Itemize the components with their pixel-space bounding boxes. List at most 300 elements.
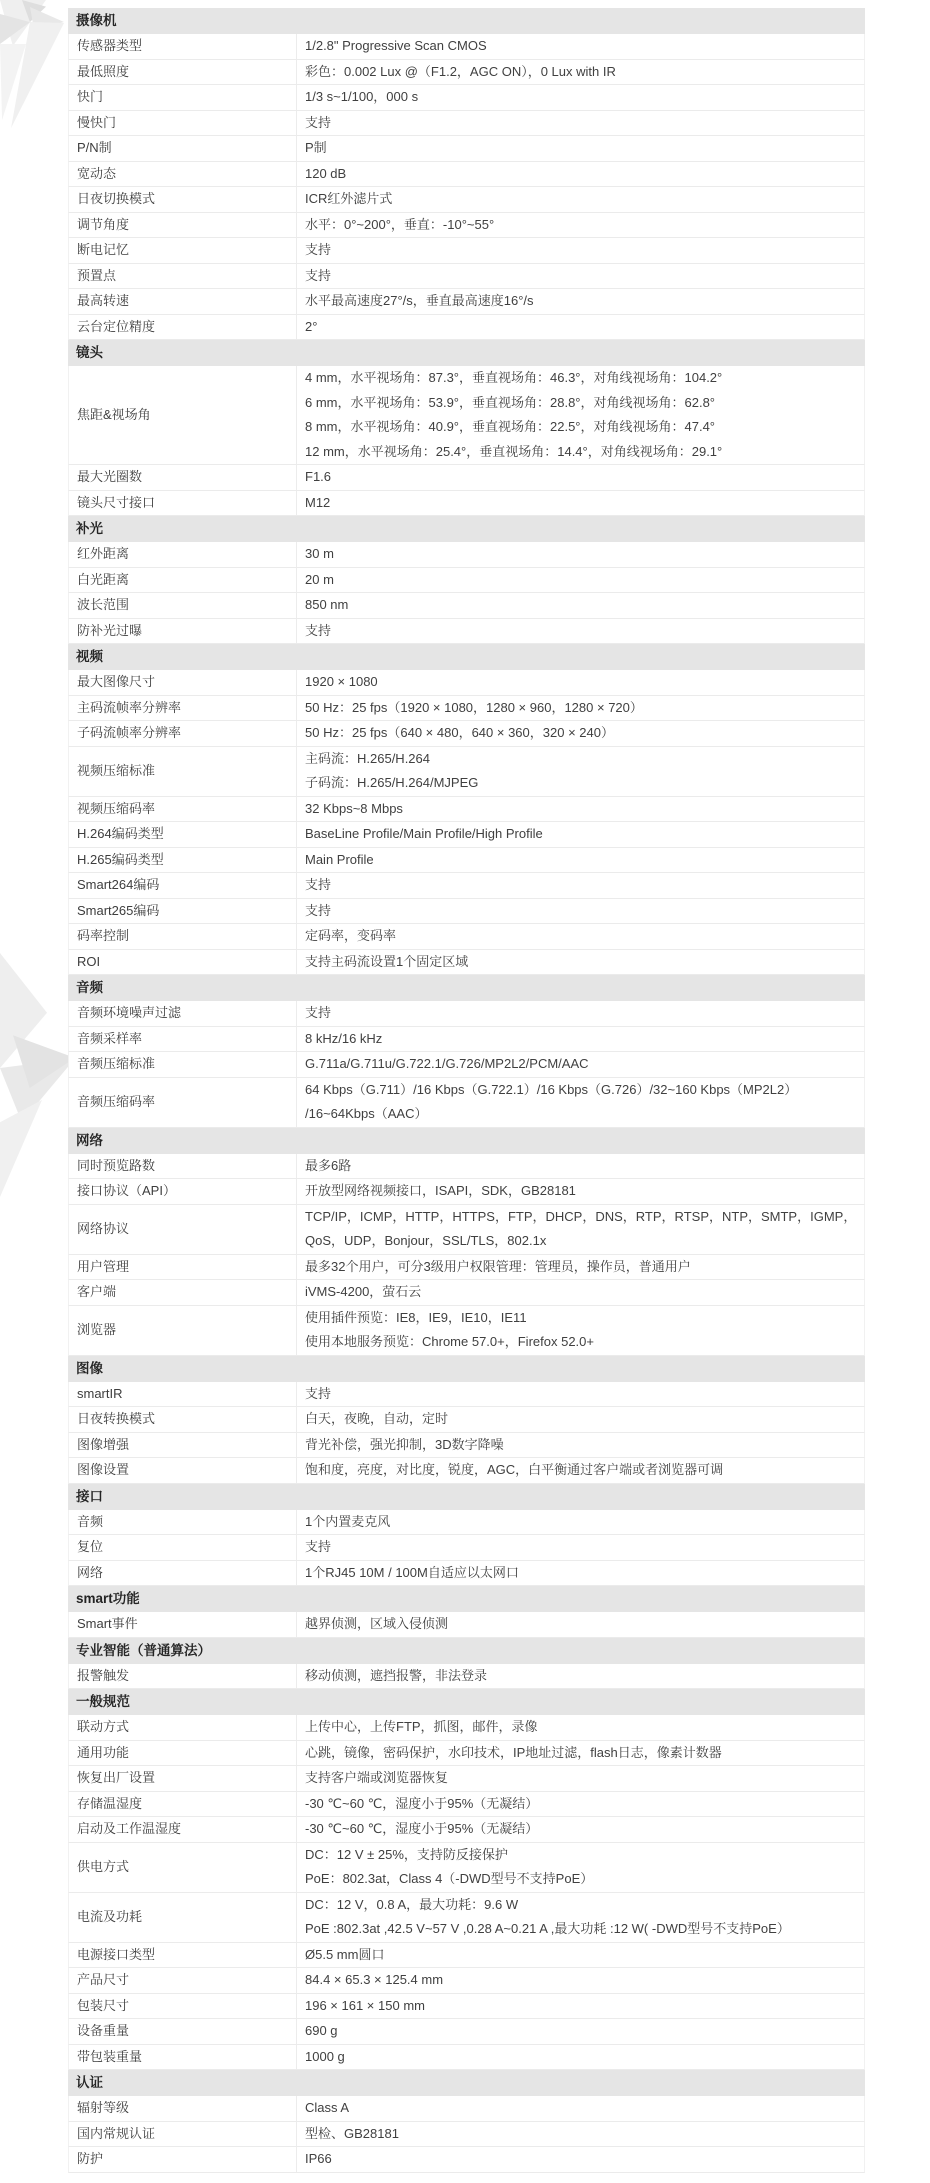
spec-value-line: 1/3 s~1/100，000 s (305, 89, 419, 104)
table-row (68, 1407, 865, 1433)
spec-value-line: 6 mm，水平视场角：53.9°，垂直视场角：28.8°，对角线视场角：62.8° (305, 394, 716, 410)
spec-value (296, 85, 864, 110)
spec-value (296, 2096, 864, 2121)
spec-value (296, 213, 864, 238)
table-row (68, 289, 865, 315)
spec-value (296, 1205, 864, 1254)
spec-value-line: 2° (305, 318, 318, 334)
spec-value-line: 1个RJ45 10M / 100M自适应以太网口 (305, 1564, 519, 1580)
table-row (68, 1968, 865, 1994)
table-row (68, 797, 865, 823)
spec-value (296, 2019, 864, 2044)
table-row (68, 1280, 865, 1306)
spec-value-line: PoE :802.3at ,42.5 V~57 V ,0.28 A~0.21 A ,最大功耗 :12 W( -DWD型号不支持PoE） (305, 1921, 790, 1936)
spec-value-line: 彩色：0.002 Lux @（F1.2，AGC ON），0 Lux with IR (305, 63, 616, 79)
spec-value (296, 1255, 864, 1280)
table-row (68, 2122, 865, 2148)
spec-value-line: 子码流：H.265/H.264/MJPEG (305, 775, 479, 790)
table-row (68, 568, 865, 594)
table-row (68, 696, 865, 722)
spec-label: 预置点 (77, 267, 117, 283)
section-rows (68, 670, 865, 975)
section-header: 图像 (68, 1356, 865, 1382)
spec-label: 图像增强 (77, 1436, 130, 1452)
spec-value-line: 水平：0°~200°，垂直：-10°~55° (305, 216, 495, 232)
spec-value-line: ICR红外滤片式 (305, 191, 393, 206)
spec-value (296, 924, 864, 949)
spec-value-line: 使用插件预览：IE8，IE9，IE10，IE11 (305, 1309, 527, 1325)
spec-section (68, 1638, 865, 1690)
spec-value-line: 支持 (305, 622, 332, 638)
crystal-watermark-top (0, 14, 30, 44)
spec-value-line: 越界侦测，区域入侵侦测 (305, 1616, 449, 1631)
spec-label: 波长范围 (77, 597, 130, 612)
spec-value-line: -30 ℃~60 ℃，湿度小于95%（无凝结） (305, 1795, 539, 1811)
spec-value (296, 542, 864, 567)
table-row (68, 85, 865, 111)
spec-value (296, 950, 864, 975)
table-row (68, 491, 865, 517)
spec-value (296, 1078, 864, 1127)
spec-value-line: F1.6 (305, 469, 332, 484)
spec-value (296, 1407, 864, 1432)
table-row (68, 1766, 865, 1792)
spec-label: 快门 (77, 89, 104, 104)
spec-label: 防补光过曝 (77, 622, 143, 638)
spec-value-line: 690 g (305, 2023, 338, 2038)
spec-value-line: 支持 (305, 877, 332, 892)
spec-value (296, 1458, 864, 1483)
table-row (68, 366, 865, 465)
spec-value-line: 84.4 × 65.3 × 125.4 mm (305, 1972, 444, 1987)
table-row (68, 848, 865, 874)
spec-value (296, 1893, 864, 1942)
spec-label: 码率控制 (77, 928, 130, 943)
spec-value-line: 1000 g (305, 2048, 345, 2064)
table-row (68, 1154, 865, 1180)
spec-label: 云台定位精度 (77, 318, 156, 334)
spec-value (296, 1561, 864, 1586)
table-row (68, 187, 865, 213)
spec-value-line: 1个内置麦克风 (305, 1513, 391, 1529)
section-rows (68, 2096, 865, 2173)
spec-value (296, 1510, 864, 1535)
spec-value-line: 水平最高速度27°/s，垂直最高速度16°/s (305, 293, 534, 308)
spec-value-line: 背光补偿，强光抑制，3D数字降噪 (305, 1436, 504, 1452)
crystal-watermark-top (0, 44, 26, 120)
table-row (68, 1817, 865, 1843)
spec-value-line: 定码率，变码率 (305, 928, 397, 943)
table-row (68, 873, 865, 899)
spec-label: H.265编码类型 (77, 851, 164, 867)
spec-value-line: 20 m (305, 571, 334, 587)
spec-value-line: 196 × 161 × 150 mm (305, 1997, 425, 2013)
crystal-watermark-middle (13, 1030, 75, 1088)
spec-value-line: 支持 (305, 242, 332, 257)
table-row (68, 899, 865, 925)
spec-label: 带包装重量 (77, 2048, 143, 2064)
spec-label: 最大光圈数 (77, 469, 143, 484)
spec-value (296, 1612, 864, 1637)
spec-value-line: 白天，夜晚，自动，定时 (305, 1411, 449, 1426)
spec-value-line: IP66 (305, 2151, 332, 2166)
spec-label: 包装尺寸 (77, 1997, 130, 2013)
spec-label: 电源接口类型 (77, 1946, 156, 1962)
spec-value-line: 4 mm，水平视场角：87.3°，垂直视场角：46.3°，对角线视场角：104.2° (305, 370, 723, 385)
crystal-watermark-middle (0, 1035, 75, 1122)
spec-value (296, 136, 864, 161)
spec-value (296, 797, 864, 822)
spec-value (296, 619, 864, 644)
crystal-watermark-middle (0, 1100, 42, 1197)
section-header: 镜头 (68, 340, 865, 366)
spec-label: 图像设置 (77, 1462, 130, 1477)
spec-label: 宽动态 (77, 165, 117, 181)
spec-value (296, 873, 864, 898)
spec-label: 启动及工作温湿度 (77, 1821, 182, 1836)
table-row (68, 1664, 865, 1690)
spec-value-line: 开放型网络视频接口，ISAPI，SDK，GB28181 (305, 1183, 576, 1198)
spec-value-line: Ø5.5 mm圆口 (305, 1946, 385, 1962)
section-rows (68, 34, 865, 340)
spec-value-line: 支持 (305, 1539, 332, 1554)
table-row (68, 2019, 865, 2045)
section-rows (68, 542, 865, 644)
spec-value (296, 899, 864, 924)
table-row (68, 1741, 865, 1767)
spec-value-line: 使用本地服务预览：Chrome 57.0+，Firefox 52.0+ (305, 1334, 594, 1349)
spec-value (296, 1382, 864, 1407)
table-row (68, 1893, 865, 1943)
spec-label: 同时预览路数 (77, 1157, 156, 1173)
spec-value-line: 120 dB (305, 165, 347, 181)
section-rows (68, 1664, 865, 1690)
spec-label: smartIR (77, 1385, 123, 1401)
spec-section (68, 975, 865, 1128)
table-row (68, 2045, 865, 2071)
spec-label: 最高转速 (77, 293, 130, 308)
table-row (68, 1612, 865, 1638)
section-header: 摄像机 (68, 8, 865, 34)
table-row (68, 213, 865, 239)
spec-value (296, 289, 864, 314)
spec-label: 音频环境噪声过滤 (77, 1005, 182, 1020)
spec-value (296, 721, 864, 746)
table-row (68, 1943, 865, 1969)
spec-label: 设备重量 (77, 2023, 130, 2038)
table-row (68, 1715, 865, 1741)
section-header: 专业智能（普通算法） (68, 1638, 865, 1664)
spec-value (296, 1943, 864, 1968)
spec-value-line: M12 (305, 494, 331, 510)
section-header: 网络 (68, 1128, 865, 1154)
section-rows (68, 1154, 865, 1356)
table-row (68, 136, 865, 162)
spec-label: 焦距&视场角 (77, 406, 151, 422)
spec-label: 视频压缩标准 (77, 762, 156, 778)
spec-section (68, 516, 865, 644)
spec-value (296, 1994, 864, 2019)
table-row (68, 1382, 865, 1408)
table-row (68, 162, 865, 188)
spec-label: 国内常规认证 (77, 2125, 156, 2141)
spec-label: 白光距离 (77, 571, 130, 587)
spec-label: 镜头尺寸接口 (77, 494, 156, 510)
spec-label: 防护 (77, 2151, 104, 2166)
spec-value (296, 465, 864, 490)
table-row (68, 465, 865, 491)
spec-value-line: 移动侦测，遮挡报警，非法登录 (305, 1667, 488, 1683)
table-row (68, 1001, 865, 1027)
spec-label: 恢复出厂设置 (77, 1770, 156, 1785)
spec-label: 子码流帧率分辨率 (77, 725, 182, 740)
spec-value (296, 162, 864, 187)
spec-value (296, 1715, 864, 1740)
spec-value-line: DC：12 V，0.8 A，最大功耗：9.6 W (305, 1896, 519, 1912)
spec-value-line: 50 Hz：25 fps（640 × 480，640 × 360，320 × 240） (305, 725, 614, 740)
spec-value-line: Main Profile (305, 851, 374, 867)
spec-section (68, 2070, 865, 2173)
spec-value (296, 34, 864, 59)
spec-value-line: 最多6路 (305, 1157, 352, 1173)
spec-value (296, 568, 864, 593)
spec-value (296, 822, 864, 847)
spec-value (296, 848, 864, 873)
crystal-watermark-top (22, 0, 46, 22)
spec-value-line: 50 Hz：25 fps（1920 × 1080，1280 × 960，1280 × 720） (305, 699, 643, 715)
spec-label: 用户管理 (77, 1258, 130, 1274)
section-rows (68, 1382, 865, 1484)
spec-value-line: -30 ℃~60 ℃，湿度小于95%（无凝结） (305, 1821, 539, 1836)
spec-value (296, 2045, 864, 2070)
spec-value-line: 支持 (305, 1005, 332, 1020)
table-row (68, 1458, 865, 1484)
spec-value (296, 1280, 864, 1305)
spec-label: 音频压缩码率 (77, 1093, 156, 1109)
spec-value (296, 1052, 864, 1077)
spec-value (296, 111, 864, 136)
spec-value-line: 8 mm，水平视场角：40.9°，垂直视场角：22.5°，对角线视场角：47.4° (305, 419, 716, 434)
section-header: 视频 (68, 644, 865, 670)
spec-value (296, 1535, 864, 1560)
spec-label: 视频压缩码率 (77, 800, 156, 816)
table-row (68, 1792, 865, 1818)
spec-label: 音频压缩标准 (77, 1056, 156, 1071)
spec-value-line: P制 (305, 140, 327, 155)
table-row (68, 2096, 865, 2122)
table-row (68, 111, 865, 137)
spec-value (296, 1664, 864, 1689)
spec-label: 复位 (77, 1539, 104, 1554)
table-row (68, 1255, 865, 1281)
table-row (68, 1027, 865, 1053)
spec-label: 客户端 (77, 1284, 117, 1299)
table-row (68, 2147, 865, 2173)
spec-label: 调节角度 (77, 216, 130, 232)
section-header: 音频 (68, 975, 865, 1001)
spec-table (68, 8, 865, 2173)
spec-value-line: 支持客户端或浏览器恢复 (305, 1770, 449, 1785)
spec-label: Smart事件 (77, 1616, 138, 1631)
spec-value (296, 1968, 864, 1993)
crystal-watermark-top (10, 22, 64, 128)
spec-label: 音频 (77, 1513, 104, 1529)
table-row (68, 1510, 865, 1536)
table-row (68, 1535, 865, 1561)
spec-section (68, 1128, 865, 1356)
spec-value (296, 1792, 864, 1817)
spec-value-line: 850 nm (305, 597, 349, 612)
section-header: 认证 (68, 2070, 865, 2096)
spec-section (68, 1586, 865, 1638)
table-row (68, 542, 865, 568)
table-row (68, 34, 865, 60)
table-row (68, 822, 865, 848)
spec-label: 电流及功耗 (77, 1908, 143, 1924)
spec-value-line: /16~64Kbps（AAC） (305, 1106, 428, 1121)
spec-value-line: G.711a/G.711u/G.722.1/G.726/MP2L2/PCM/AAC (305, 1056, 589, 1071)
spec-value (296, 1741, 864, 1766)
spec-value (296, 1306, 864, 1355)
section-header: 接口 (68, 1484, 865, 1510)
table-row (68, 593, 865, 619)
spec-value (296, 1843, 864, 1892)
spec-value-line: 型检、GB28181 (305, 2125, 399, 2141)
spec-section (68, 1689, 865, 2070)
spec-value-line: TCP/IP，ICMP，HTTP，HTTPS，FTP，DHCP，DNS，RTP，RTSP，NTP，SMTP，IGMP， (305, 1208, 857, 1224)
spec-value-line: 支持主码流设置1个固定区域 (305, 953, 469, 969)
table-row (68, 315, 865, 341)
spec-label: 联动方式 (77, 1719, 130, 1734)
spec-label: 接口协议（API） (77, 1183, 176, 1198)
spec-label: 报警触发 (77, 1667, 130, 1683)
spec-label: 主码流帧率分辨率 (77, 699, 182, 715)
spec-label: ROI (77, 953, 101, 969)
spec-label: 浏览器 (77, 1321, 117, 1337)
table-row (68, 1078, 865, 1128)
spec-value-line: 支持 (305, 267, 332, 283)
spec-value (296, 366, 864, 464)
table-row (68, 670, 865, 696)
spec-section (68, 1356, 865, 1484)
spec-label: P/N制 (77, 140, 112, 155)
crystal-watermark-middle (0, 953, 47, 1068)
spec-value-line: 8 kHz/16 kHz (305, 1030, 383, 1046)
spec-label: 辐射等级 (77, 2100, 130, 2115)
spec-label: 产品尺寸 (77, 1972, 130, 1987)
spec-section (68, 644, 865, 975)
spec-label: 日夜转换模式 (77, 1411, 156, 1426)
section-rows (68, 366, 865, 516)
spec-label: 最大图像尺寸 (77, 674, 156, 689)
spec-value-line: DC：12 V ± 25%，支持防反接保护 (305, 1846, 508, 1862)
spec-label: 断电记忆 (77, 242, 130, 257)
crystal-watermark-top (0, 0, 46, 46)
section-rows (68, 1510, 865, 1587)
spec-value-line: 1/2.8" Progressive Scan CMOS (305, 38, 487, 53)
spec-value-line: Class A (305, 2100, 350, 2115)
spec-value-line: QoS，UDP，Bonjour，SSL/TLS，802.1x (305, 1233, 547, 1248)
spec-section (68, 1484, 865, 1587)
table-row (68, 721, 865, 747)
spec-value (296, 593, 864, 618)
spec-label: 最低照度 (77, 63, 130, 79)
spec-value (296, 264, 864, 289)
spec-value (296, 1154, 864, 1179)
spec-value (296, 187, 864, 212)
spec-value-line: BaseLine Profile/Main Profile/High Profile (305, 826, 543, 841)
spec-label: 红外距离 (77, 546, 130, 561)
table-row (68, 238, 865, 264)
table-row (68, 1179, 865, 1205)
spec-value-line: 上传中心，上传FTP，抓图，邮件，录像 (305, 1719, 538, 1734)
spec-value (296, 2147, 864, 2172)
spec-value-line: 支持 (305, 902, 332, 918)
table-row (68, 1052, 865, 1078)
spec-value (296, 1001, 864, 1026)
spec-section (68, 8, 865, 340)
spec-value-line: 64 Kbps（G.711）/16 Kbps（G.722.1）/16 Kbps（G.726）/32~160 Kbps（MP2L2） (305, 1081, 798, 1097)
spec-value-line: 支持 (305, 114, 332, 130)
crystal-watermark-top (30, 7, 64, 30)
spec-value (296, 747, 864, 796)
spec-label: 供电方式 (77, 1858, 130, 1874)
spec-label: 日夜切换模式 (77, 191, 156, 206)
spec-label: 网络 (77, 1564, 104, 1580)
spec-label: 存储温湿度 (77, 1795, 143, 1811)
spec-label: Smart265编码 (77, 902, 160, 918)
spec-value-line: PoE：802.3at，Class 4（-DWD型号不支持PoE） (305, 1871, 594, 1886)
spec-value-line: 30 m (305, 546, 334, 561)
spec-value-line: 32 Kbps~8 Mbps (305, 800, 403, 816)
spec-value (296, 491, 864, 516)
spec-value (296, 670, 864, 695)
spec-label: 慢快门 (77, 114, 117, 130)
spec-label: H.264编码类型 (77, 826, 164, 841)
spec-value-line: 12 mm，水平视场角：25.4°，垂直视场角：14.4°，对角线视场角：29.1° (305, 443, 723, 459)
table-row (68, 747, 865, 797)
table-row (68, 1561, 865, 1587)
table-row (68, 1306, 865, 1356)
spec-value-line: 主码流：H.265/H.264 (305, 750, 430, 766)
spec-section (68, 340, 865, 516)
spec-value (296, 2122, 864, 2147)
spec-label: 传感器类型 (77, 38, 143, 53)
spec-value (296, 1179, 864, 1204)
table-row (68, 264, 865, 290)
spec-value (296, 696, 864, 721)
spec-label: 通用功能 (77, 1744, 130, 1760)
spec-value (296, 1817, 864, 1842)
spec-value (296, 1766, 864, 1791)
spec-value (296, 1433, 864, 1458)
spec-label: 音频采样率 (77, 1030, 143, 1046)
section-rows (68, 1715, 865, 2070)
spec-value-line: 最多32个用户，可分3级用户权限管理：管理员，操作员，普通用户 (305, 1258, 691, 1274)
spec-value-line: 支持 (305, 1385, 332, 1401)
table-row (68, 950, 865, 976)
spec-value (296, 238, 864, 263)
section-header: smart功能 (68, 1586, 865, 1612)
section-header: 一般规范 (68, 1689, 865, 1715)
section-rows (68, 1612, 865, 1638)
spec-value-line: 1920 × 1080 (305, 674, 378, 689)
table-row (68, 1994, 865, 2020)
spec-value-line: 心跳，镜像，密码保护，水印技术，IP地址过滤，flash日志，像素计数器 (305, 1744, 722, 1760)
spec-value-line: iVMS-4200，萤石云 (305, 1284, 422, 1299)
table-row (68, 1433, 865, 1459)
spec-value (296, 1027, 864, 1052)
